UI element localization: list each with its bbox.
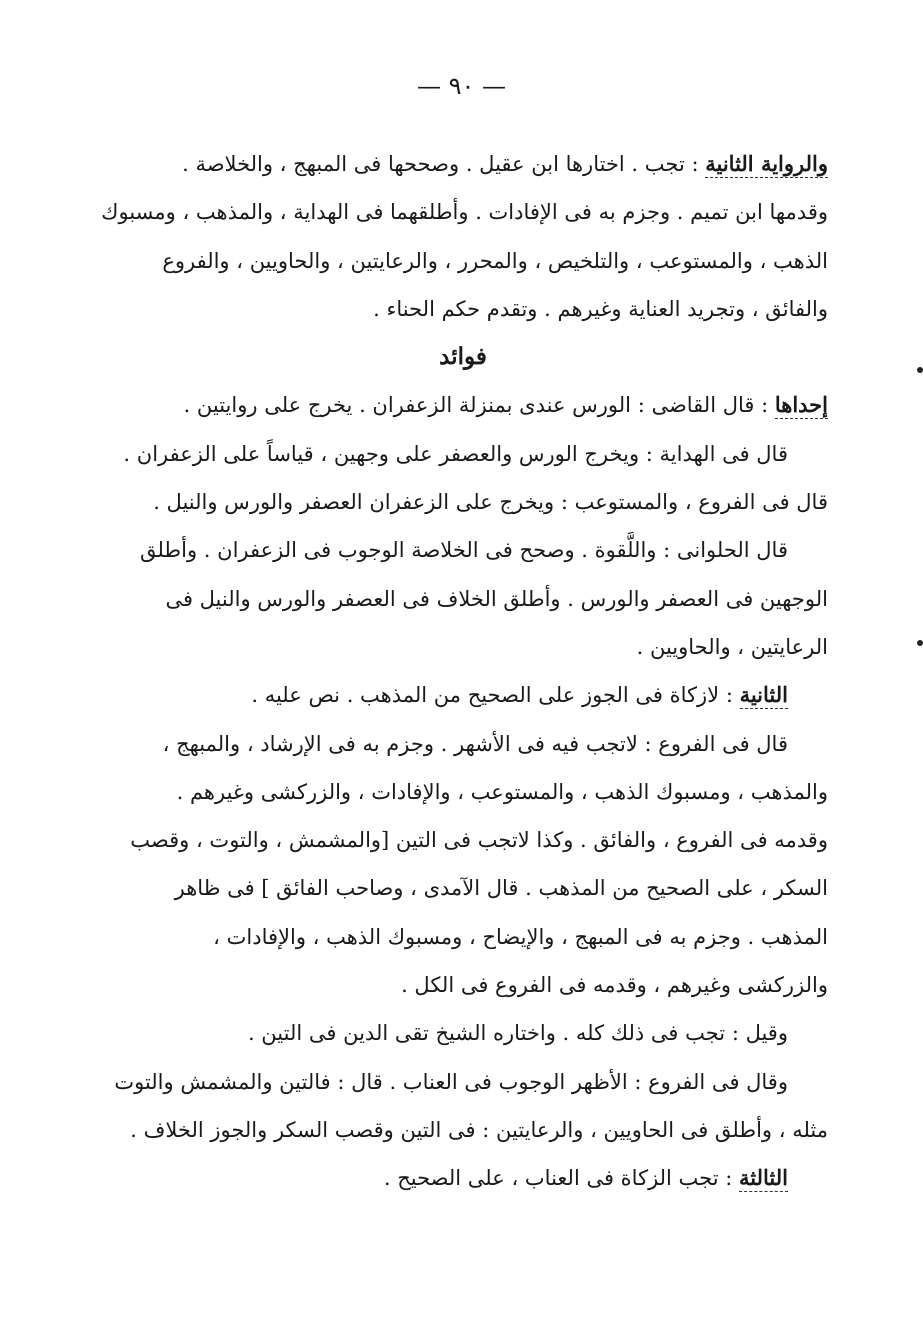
text-line: والرواية الثانية : تجب . اختارها ابن عقيل . وصححها فى المبهج ، والخلاصة . [182, 151, 828, 176]
text-line: الثالثة : تجب الزكاة فى العناب ، على الصحيح . [383, 1165, 788, 1191]
margin-mark [917, 367, 923, 373]
section-label: إحداها [774, 392, 828, 418]
text-line: الذهب ، والمستوعب ، والتلخيص ، والمحرر ، والرعايتين ، والحاويين ، والفروع [162, 248, 828, 273]
text-line: وقدمها ابن تميم . وجزم به فى الإفادات . وأطلقهما فى الهداية ، والمذهب ، ومسبوك [101, 200, 828, 225]
margin-mark [917, 640, 923, 646]
text-line: إحداها : قال القاضى : الورس عندى بمنزلة الزعفران . يخرج على روايتين . [183, 392, 828, 418]
section-label: الثالثة [739, 1165, 788, 1191]
text-line: الوجهين فى العصفر والورس . وأطلق الخلاف فى العصفر والورس والنيل فى [165, 586, 828, 611]
text-line: الثانية : لازكاة فى الجوز على الصحيح من المذهب . نص عليه . [251, 682, 788, 708]
text-line: وقال فى الفروع : الأظهر الوجوب فى العناب . قال : فالتين والمشمش والتوت [114, 1069, 788, 1094]
text-line: وقيل : تجب فى ذلك كله . واختاره الشيخ تقى الدين فى التين . [247, 1021, 788, 1046]
text-line: قال الحلوانى : واللَّقوة . وصحح فى الخلاصة الوجوب فى الزعفران . وأطلق [139, 538, 788, 563]
text-line: الرعايتين ، والحاويين . [636, 634, 828, 659]
text-line: والمذهب ، ومسبوك الذهب ، والمستوعب ، والإفادات ، والزركشى وغيرهم . [176, 779, 828, 804]
text-line: والزركشى وغيرهم ، وقدمه فى الفروع فى الكل . [401, 973, 828, 998]
text-line: وقدمه فى الفروع ، والفائق . وكذا لاتجب فى التين [والمشمش ، والتوت ، وقصب [130, 828, 828, 853]
page-number: — ٩٠ — [416, 72, 507, 100]
text-line: والفائق ، وتجريد العناية وغيرهم . وتقدم حكم الحناء . [373, 296, 828, 321]
section-label: الثانية [739, 682, 788, 708]
page-body [98, 140, 828, 1203]
section-heading: فوائد [439, 343, 487, 371]
text-line: قال فى الفروع ، والمستوعب : ويخرج على الزعفران العصفر والورس والنيل . [153, 490, 828, 515]
text-line: المذهب . وجزم به فى المبهج ، والإيضاح ، ومسبوك الذهب ، والإفادات ، [213, 924, 828, 949]
text-line: قال فى الفروع : لاتجب فيه فى الأشهر . وجزم به فى الإرشاد ، والمبهج ، [162, 731, 788, 756]
text-line: مثله ، وأطلق فى الحاويين ، والرعايتين : فى التين وقصب السكر والجوز الخلاف . [130, 1117, 828, 1142]
section-label: والرواية الثانية [705, 151, 828, 176]
text-line: السكر ، على الصحيح من المذهب . قال الآمدى ، وصاحب الفائق ] فى ظاهر [174, 876, 828, 901]
text-line: قال فى الهداية : ويخرج الورس والعصفر على وجهين ، قياساً على الزعفران . [123, 441, 788, 466]
